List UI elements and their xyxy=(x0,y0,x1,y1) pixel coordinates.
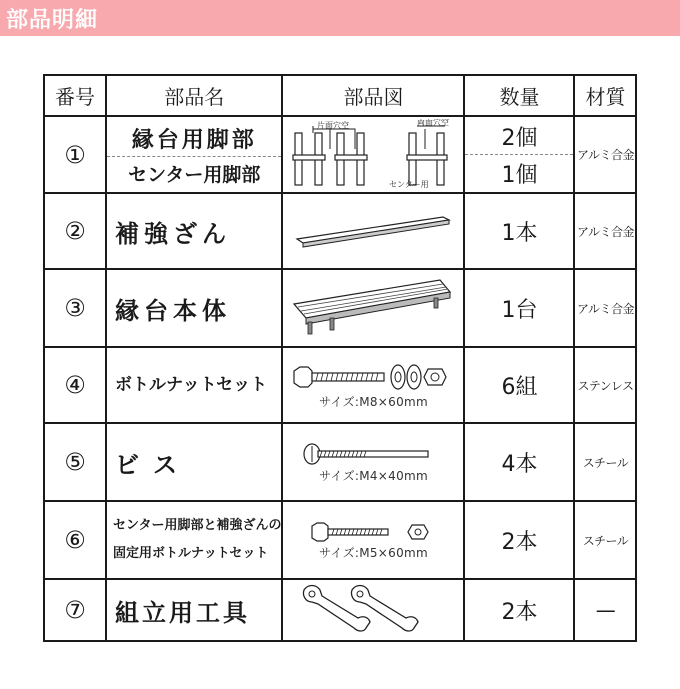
table-row xyxy=(44,193,636,269)
part-figure-cell xyxy=(282,579,464,641)
part-figure-cell xyxy=(282,269,464,347)
part-name: センター用脚部 xyxy=(128,163,261,186)
material: ステンレス xyxy=(574,347,636,423)
part-figure-cell xyxy=(282,193,464,269)
part-figure-cell xyxy=(282,347,464,423)
table-row xyxy=(44,501,636,579)
quantity: 2本 xyxy=(464,579,574,641)
quantity: 2個 xyxy=(465,121,573,155)
part-name: 補強ざん xyxy=(106,193,282,269)
table-row xyxy=(44,347,636,423)
part-name: ボトルナットセット xyxy=(106,347,282,423)
header-number: 番号 xyxy=(44,75,106,116)
table-row xyxy=(44,579,636,641)
small-bolt-nut-illustration xyxy=(308,520,438,544)
page-title: 部品明細 xyxy=(6,8,99,33)
bolt-nut-washer-illustration xyxy=(290,361,456,393)
table-header-row xyxy=(44,75,636,116)
header-material: 材質 xyxy=(574,75,636,116)
table-row xyxy=(44,423,636,501)
reinforcement-bar-illustration xyxy=(293,211,453,251)
header-bar xyxy=(0,0,680,36)
parts-table xyxy=(43,74,637,642)
row-number: ⑤ xyxy=(44,423,106,501)
figure-label: 片面穴空 xyxy=(317,120,350,130)
part-name-cell xyxy=(106,501,282,579)
figure-label: センター用 xyxy=(389,179,430,189)
quantity-cell xyxy=(464,116,574,193)
part-name: 固定用ボトルナットセット xyxy=(113,546,269,561)
part-name: 縁台本体 xyxy=(106,269,282,347)
part-name: ビス xyxy=(106,423,282,501)
header-part-name: 部品名 xyxy=(106,75,282,116)
figure-label: 両面穴空 xyxy=(417,118,450,127)
header-quantity: 数量 xyxy=(464,75,574,116)
size-label: サイズ:M5×60mm xyxy=(318,545,429,560)
part-name: 組立用工具 xyxy=(106,579,282,641)
quantity: 1本 xyxy=(464,193,574,269)
material: アルミ合金 xyxy=(574,193,636,269)
quantity: 2本 xyxy=(464,501,574,579)
row-number: ① xyxy=(44,116,106,193)
material: スチール xyxy=(574,423,636,501)
bench-top-illustration xyxy=(290,276,456,340)
size-label: サイズ:M4×40mm xyxy=(318,468,429,483)
quantity: 1台 xyxy=(464,269,574,347)
size-label: サイズ:M8×60mm xyxy=(318,394,429,409)
wrench-illustration xyxy=(298,582,448,638)
part-name-cell xyxy=(106,116,282,193)
part-name: 縁台用脚部 xyxy=(107,123,281,157)
quantity: 1個 xyxy=(501,162,538,188)
part-figure-cell xyxy=(282,501,464,579)
material: アルミ合金 xyxy=(574,116,636,193)
leg-parts-illustration xyxy=(285,119,461,191)
material: アルミ合金 xyxy=(574,269,636,347)
row-number: ⑦ xyxy=(44,579,106,641)
screw-illustration xyxy=(298,441,448,467)
row-number: ③ xyxy=(44,269,106,347)
part-figure-cell xyxy=(282,116,464,193)
table-row xyxy=(44,116,636,193)
row-number: ④ xyxy=(44,347,106,423)
quantity: 4本 xyxy=(464,423,574,501)
header-part-figure: 部品図 xyxy=(282,75,464,116)
quantity: 6組 xyxy=(464,347,574,423)
table-row xyxy=(44,269,636,347)
material: — xyxy=(574,579,636,641)
material: スチール xyxy=(574,501,636,579)
row-number: ⑥ xyxy=(44,501,106,579)
row-number: ② xyxy=(44,193,106,269)
part-name: センター用脚部と補強ざんの xyxy=(113,518,282,533)
part-figure-cell xyxy=(282,423,464,501)
